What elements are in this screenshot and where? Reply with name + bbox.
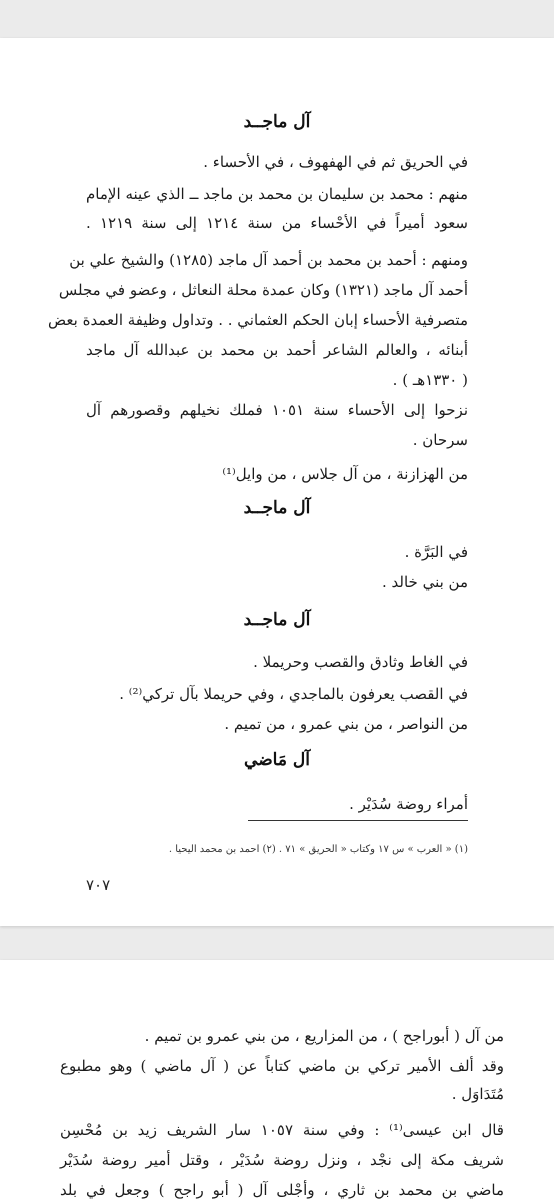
page-707 bbox=[0, 38, 554, 926]
text-line: في البَرَّة . bbox=[404, 543, 468, 561]
text-line: وقد ألف الأمير تركي بن ماضي كتاباً عن ( آل ماضي ) وهو مطبوع bbox=[60, 1057, 504, 1075]
heading-al-majid-2: آل ماجــد bbox=[243, 498, 311, 518]
footnote-divider bbox=[248, 820, 468, 821]
text-line: متصرفية الأحساء إبان الحكم العثماني . . وتداول وظيفة العمدة بعض bbox=[48, 311, 468, 329]
text-line: أحمد آل ماجد (١٣٢١) وكان عمدة محلة النعاثل ، وعضو في مجلس bbox=[58, 281, 468, 299]
text-line: سعود أميراً في الأحْساء من سنة ١٢١٤ إلى سنة ١٢١٩ . bbox=[86, 214, 468, 232]
heading-al-majid-3: آل ماجــد bbox=[243, 610, 311, 630]
text-line: ( ١٣٣٠هـ ) . bbox=[392, 371, 468, 389]
text-line: مُتَدَاوَل . bbox=[451, 1085, 504, 1103]
text-line: من الهزازنة ، من آل جلاس ، من وايل⁽¹⁾ bbox=[222, 465, 468, 483]
text-line: في القصب يعرفون بالماجدي ، وفي حريملا بآل تركي⁽²⁾ . bbox=[119, 685, 468, 703]
heading-al-majid-1: آل ماجــد bbox=[243, 112, 311, 132]
text-line: أمراء روضة سُدَيْر . bbox=[349, 795, 468, 813]
text-line: من بني خالد . bbox=[381, 573, 468, 591]
text-line: منهم : محمد بن سليمان بن محمد بن ماجد ــ الذي عينه الإمام bbox=[86, 185, 468, 203]
text-line: من النواصر ، من بني عمرو ، من تميم . bbox=[224, 715, 468, 733]
text-line: ومنهم : أحمد بن محمد بن أحمد آل ماجد (١٢٨٥) والشيخ علي بن bbox=[69, 251, 468, 269]
page-number: ٧٠٧ bbox=[86, 876, 111, 894]
text-line: شريف مكة إلى نجْد ، ونزل روضة سُدَيْر ، وقتل أمير روضة سُدَيْر bbox=[60, 1151, 504, 1169]
page-708 bbox=[0, 960, 554, 1200]
text-line: في الغاط وثادق والقصب وحريملا . bbox=[253, 653, 468, 671]
text-line: قال ابن عيسى⁽¹⁾ : وفي سنة ١٠٥٧ سار الشريف زيد بن مُحْسِن bbox=[60, 1121, 504, 1139]
heading-al-madi: آل مَاضي bbox=[244, 750, 310, 770]
text-line: في الحريق ثم في الهفهوف ، في الأحساء . bbox=[203, 153, 468, 171]
footnotes: (١) « العرب » س ١٧ وكتاب « الحريق » ٧١ . (٢) احمد بن محمد اليحيا . bbox=[168, 844, 468, 855]
text-line: نزحوا إلى الأحساء سنة ١٠٥١ فملك نخيلهم وقصورهم آل bbox=[86, 401, 468, 419]
text-line: من آل ( أبوراجح ) ، من المزاريع ، من بني عمرو بن تميم . bbox=[144, 1027, 504, 1045]
text-line: ماضي بن محمد بن ثاري ، وأجْلى آل ( أبو راجح ) وجعل في بلد bbox=[60, 1181, 504, 1199]
text-line: أبنائه ، والعالم الشاعر أحمد بن محمد بن عبدالله آل ماجد bbox=[86, 341, 468, 359]
text-line: سرحان . bbox=[412, 431, 468, 449]
